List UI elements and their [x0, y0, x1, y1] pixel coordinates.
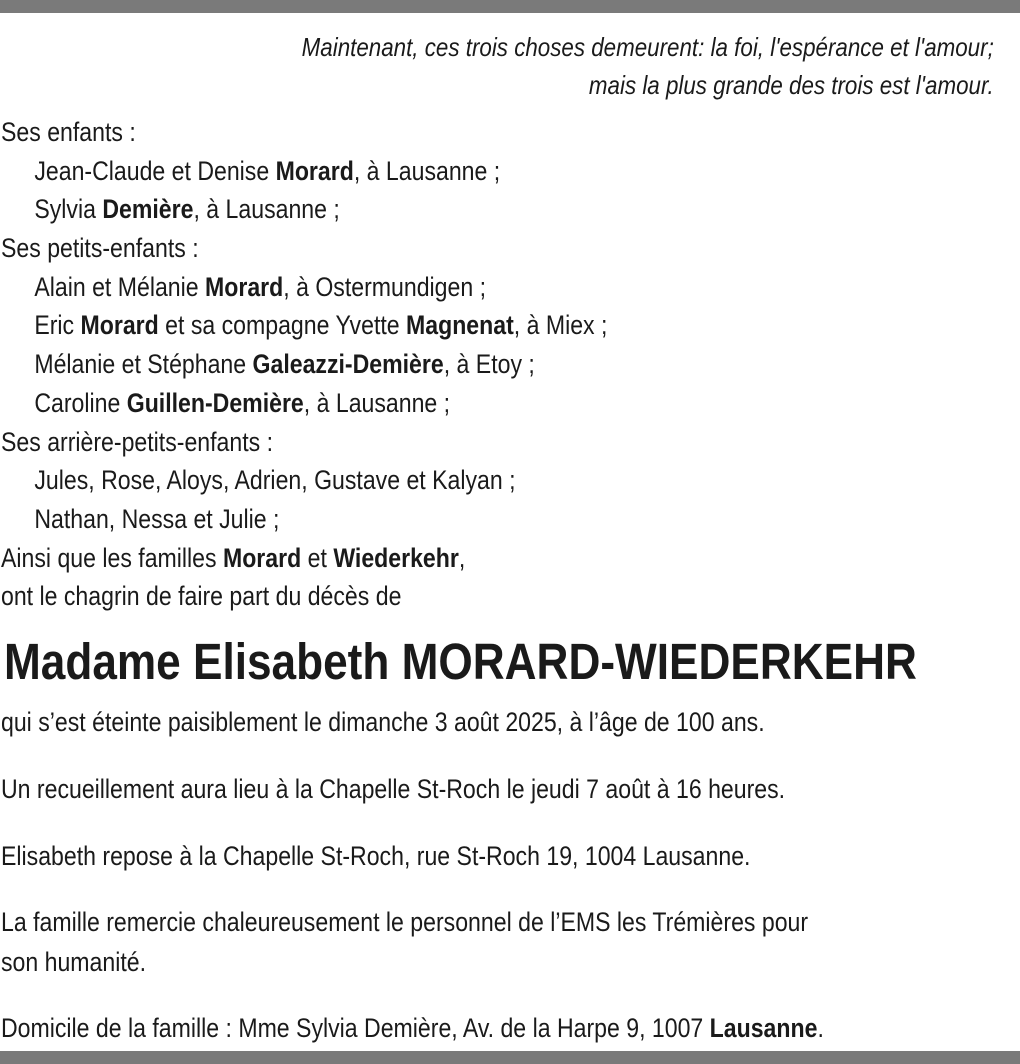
child-entry: Jean-Claude et Denise Morard, à Lausanne ; — [34, 155, 501, 186]
top-divider — [0, 0, 1020, 13]
great-grandchild-entry: Nathan, Nessa et Julie ; — [34, 503, 280, 534]
grandchild-entry: Alain et Mélanie Morard, à Ostermundigen ; — [34, 271, 487, 302]
rests-text: Elisabeth repose à la Chapelle St-Roch, rue St-Roch 19, 1004 Lausanne. — [1, 841, 751, 871]
great-grandchildren-heading: Ses arrière-petits-enfants : — [1, 426, 274, 457]
passing-text: qui s’est éteinte paisiblement le dimanche 3 août 2025, à l’âge de 100 ans. — [1, 707, 765, 737]
family-list — [1, 113, 607, 616]
scripture-quote — [302, 28, 994, 104]
thanks-text — [1, 902, 808, 982]
ceremony-text: Un recueillement aura lieu à la Chapelle St-Roch le jeudi 7 août à 16 heures. — [1, 774, 786, 804]
grandchild-entry: Caroline Guillen-Demière, à Lausanne ; — [34, 387, 451, 418]
deceased-name: Madame Elisabeth MORARD-WIEDERKEHR — [4, 633, 917, 690]
families-line: Ainsi que les familles Morard et Wiederkehr, — [1, 542, 466, 573]
bottom-divider — [0, 1051, 1020, 1064]
family-address: Domicile de la famille : Mme Sylvia Demière, Av. de la Harpe 9, 1007 Lausanne. — [1, 1013, 824, 1043]
grandchild-entry: Mélanie et Stéphane Galeazzi-Demière, à Etoy ; — [34, 349, 535, 380]
grandchild-entry: Eric Morard et sa compagne Yvette Magnenat, à Miex ; — [34, 310, 608, 341]
announcement-line: ont le chagrin de faire part du décès de — [1, 581, 402, 612]
thanks-line-2: son humanité. — [1, 947, 147, 977]
children-heading: Ses enfants : — [1, 117, 136, 147]
child-entry: Sylvia Demière, à Lausanne ; — [34, 194, 340, 225]
great-grandchild-entry: Jules, Rose, Aloys, Adrien, Gustave et Kalyan ; — [34, 465, 516, 496]
quote-line-2: mais la plus grande des trois est l'amour. — [589, 70, 994, 100]
grandchildren-heading: Ses petits-enfants : — [1, 233, 199, 264]
quote-line-1: Maintenant, ces trois choses demeurent: la foi, l'espérance et l'amour; — [301, 32, 994, 62]
thanks-line-1: La famille remercie chaleureusement le personnel de l’EMS les Trémières pour — [1, 907, 809, 937]
